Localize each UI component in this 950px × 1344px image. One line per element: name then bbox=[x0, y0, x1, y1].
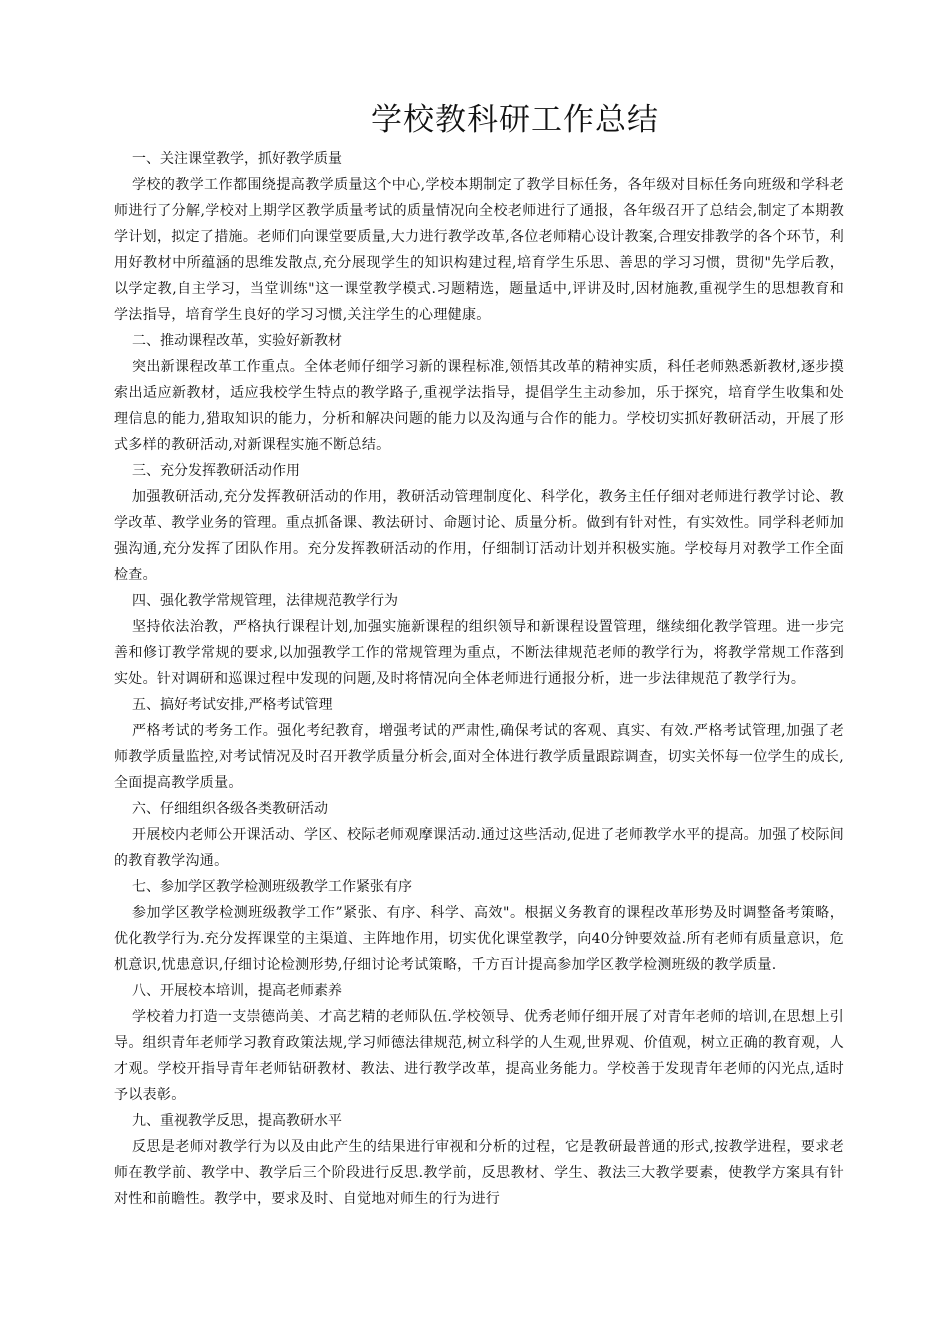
section-5 bbox=[114, 692, 844, 796]
section-3 bbox=[114, 458, 844, 588]
section-2 bbox=[114, 328, 844, 458]
section-paragraph: 严格考试的考务工作。强化考纪教育，增强考试的严肃性,确保考试的客观、真实、有效.严格考试管理,加强了老师教学质量监控,对考试情况及时召开教学质量分析会,面对全体进行教学质量跟踪调查，切实关怀每一位学生的成长,全面提高教学质量。 bbox=[114, 723, 844, 791]
document-body bbox=[114, 146, 844, 1212]
section-heading: 四、强化教学常规管理，法律规范教学行为 bbox=[132, 593, 398, 609]
section-1 bbox=[114, 146, 844, 328]
section-paragraph: 学校的教学工作都围绕提高教学质量这个中心,学校本期制定了教学目标任务，各年级对目标任务向班级和学科老师进行了分解,学校对上期学区教学质量考试的质量情况向全校老师进行了通报，各年级召开了总结会,制定了本期教学计划，拟定了措施。老师们向课堂要质量,大力进行教学改革,各位老师精心设计教案,合理安排教学的各个环节，利用好教材中所蕴涵的思维发散点,充分展现学生的知识构建过程,培育学生乐思、善思的学习习惯，贯彻"先学后教，以学定教,自主学习，当堂训练"这一课堂教学模式.习题精选，题量适中,评讲及时,因材施教,重视学生的思想教育和学法指导，培育学生良好的学习习惯,关注学生的心理健康。 bbox=[114, 177, 844, 323]
section-paragraph: 学校着力打造一支崇德尚美、才高艺精的老师队伍.学校领导、优秀老师仔细开展了对青年老师的培训,在思想上引导。组织青年老师学习教育政策法规,学习师德法律规范,树立科学的人生观,世界观、价值观，树立正确的教育观，人才观。学校开指导青年老师钻研教材、教法、进行教学改革，提高业务能力。学校善于发现青年老师的闪光点,适时予以表彰。 bbox=[114, 1009, 844, 1103]
section-paragraph: 坚持依法治教，严格执行课程计划,加强实施新课程的组织领导和新课程设置管理，继续细化教学管理。进一步完善和修订教学常规的要求,以加强教学工作的常规管理为重点，不断法律规范老师的教学行为，将教学常规工作落到实处。针对调研和巡课过程中发现的问题,及时将情况向全体老师进行通报分析，进一步法律规范了教学行为。 bbox=[114, 619, 844, 687]
section-paragraph: 参加学区教学检测班级教学工作”紧张、有序、科学、高效"。根据义务教育的课程改革形势及时调整备考策略，优化教学行为.充分发挥课堂的主渠道、主阵地作用，切实优化课堂教学，向40分钟要效益.所有老师有质量意识，危机意识,忧患意识,仔细讨论检测形势,仔细讨论考试策略，千方百计提高参加学区教学检测班级的教学质量. bbox=[114, 905, 844, 973]
section-paragraph: 加强教研活动,充分发挥教研活动的作用，教研活动管理制度化、科学化，教务主任仔细对老师进行教学讨论、教学改革、教学业务的管理。重点抓备课、教法研讨、命题讨论、质量分析。做到有针对性，有实效性。同学科老师加强沟通,充分发挥了团队作用。充分发挥教研活动的作用，仔细制订活动计划并积极实施。学校每月对教学工作全面检查。 bbox=[114, 489, 844, 583]
section-heading: 八、开展校本培训，提高老师素养 bbox=[132, 983, 342, 999]
section-9 bbox=[114, 1108, 844, 1212]
section-paragraph: 反思是老师对教学行为以及由此产生的结果进行审视和分析的过程，它是教研最普通的形式,按教学进程，要求老师在教学前、教学中、教学后三个阶段进行反思.教学前，反思教材、学生、教法三大教学要素，使教学方案具有针对性和前瞻性。教学中，要求及时、自觉地对师生的行为进行 bbox=[114, 1139, 844, 1207]
document-title: 学校教科研工作总结 bbox=[371, 102, 659, 138]
section-7 bbox=[114, 874, 844, 978]
section-paragraph: 开展校内老师公开课活动、学区、校际老师观摩课活动.通过这些活动,促进了老师教学水平的提高。加强了校际间的教育教学沟通。 bbox=[114, 827, 844, 869]
section-6 bbox=[114, 796, 844, 874]
section-heading: 九、重视教学反思，提高教研水平 bbox=[132, 1113, 342, 1129]
section-heading: 六、仔细组织各级各类教研活动 bbox=[132, 801, 328, 817]
section-paragraph: 突出新课程改革工作重点。全体老师仔细学习新的课程标准,领悟其改革的精神实质，科任老师熟悉新教材,逐步摸索出适应新教材，适应我校学生特点的教学路子,重视学法指导，提倡学生主动参加，乐于探究，培育学生收集和处理信息的能力,猎取知识的能力，分析和解决问题的能力以及沟通与合作的能力。学校切实抓好教研活动，开展了形式多样的教研活动,对新课程实施不断总结。 bbox=[114, 359, 844, 453]
section-heading: 七、参加学区教学检测班级教学工作紧张有序 bbox=[132, 879, 412, 895]
section-heading: 三、充分发挥教研活动作用 bbox=[132, 463, 300, 479]
section-8 bbox=[114, 978, 844, 1108]
section-4 bbox=[114, 588, 844, 692]
section-heading: 一、关注课堂教学，抓好教学质量 bbox=[132, 151, 342, 167]
section-heading: 五、搞好考试安排,严格考试管理 bbox=[132, 697, 333, 713]
section-heading: 二、推动课程改革，实验好新教材 bbox=[132, 333, 342, 349]
